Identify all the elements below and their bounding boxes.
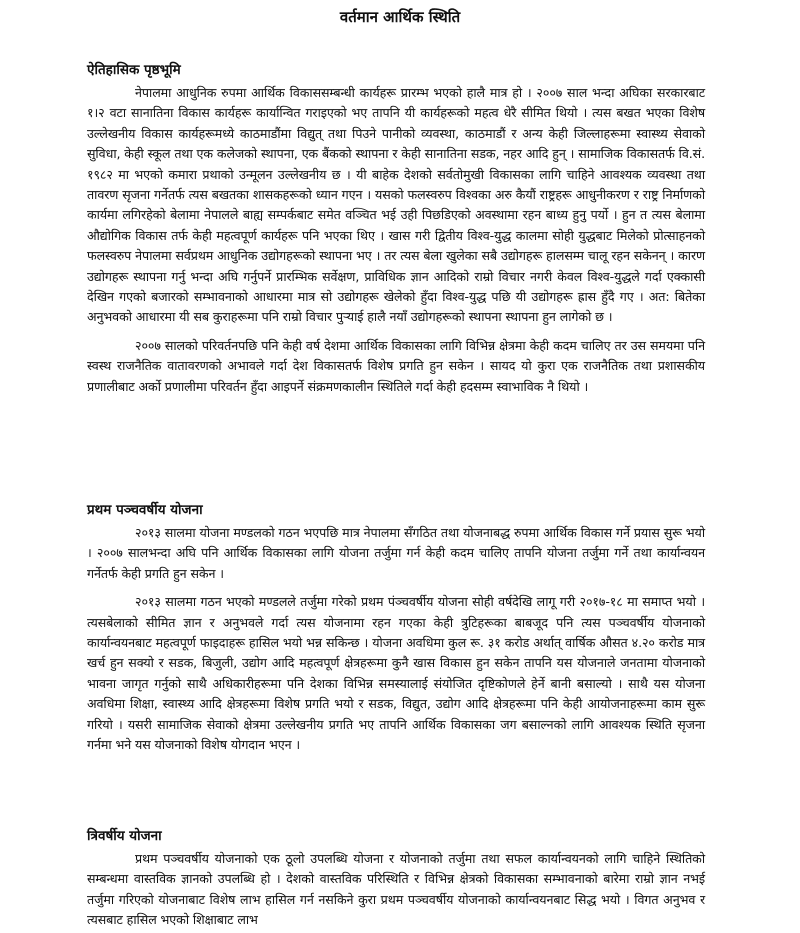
section-heading: प्रथम पञ्चवर्षीय योजना <box>87 502 203 518</box>
paragraph: २००७ सालको परिवर्तनपछि पनि केही वर्ष देशमा आर्थिक विकासका लागि विभिन्न क्षेत्रमा केही कदम चालिए तर उस समयमा पनि स्वस्थ राजनैतिक वातावरणको अभावले गर्दा देश विकासतर्फ विशेष प्रगति हुन सकेन । सायद यो कुरा एक राजनैतिक तथा प्रशासकीय प्रणालीबाट अर्को प्रणालीमा परिवर्तन हुँदा आइपर्ने संक्रमणकालीन स्थितिले गर्दा केही हदसम्म स्वाभाविक नै थियो । <box>87 337 705 394</box>
paragraph: प्रथम पञ्चवर्षीय योजनाको एक ठूलो उपलब्धि योजना र योजनाको तर्जुमा तथा सफल कार्यान्वयनको लागि चाहिने स्थितिको सम्बन्धमा वास्तविक ज्ञानको उपलब्धि हो । देशको वास्तविक परिस्थिति र विभिन्न क्षेत्रको विकासका सम्भावनाको बारेमा राम्रो ज्ञान नभई तर्जुमा गरिएको योजनाबाट विशेष लाभ हासिल गर्न नसकिने कुरा प्रथम पञ्चवर्षीय योजनाको कार्यान्वयनबाट सिद्ध भयो । विगत अनुभव र त्यसबाट हासिल भएको शिक्षाबाट लाभ <box>87 851 705 928</box>
paragraph: २०१३ सालमा योजना मण्डलको गठन भएपछि मात्र नेपालमा सँगठित तथा योजनाबद्ध रुपमा आर्थिक विकास गर्ने प्रयास सुरू भयो । २००७ सालभन्दा अघि पनि आर्थिक विकासका लागि योजना तर्जुमा गर्न केही कदम चालिए तापनि योजना तर्जुमा गर्ने तथा कार्यान्वयन गर्नेतर्फ केही प्रगति हुन सकेन । <box>87 525 705 581</box>
paragraph: नेपालमा आधुनिक रुपमा आर्थिक विकाससम्बन्धी कार्यहरू प्रारम्भ भएको हालै मात्र हो । २००७ साल भन्दा अघिका सरकारबाट १।२ वटा सानातिना विकास कार्यहरू कार्यान्वित गराइएको भए तापनि यी कार्यहरूको महत्व धेरै सीमित थियो । त्यस बखत भएका विशेष उल्लेखनीय विकास कार्यहरूमध्ये काठमाडौंमा विद्युत् तथा पिउने पानीको व्यवस्था, काठमाडौं र अन्य केही जिल्लाहरूमा स्वास्थ्य सेवाको सुविधा, केही स्कूल तथा एक कलेजको स्थापना, एक बैंकको स्थापना र केही सानातिना सडक, नहर आदि हुन् । सामाजिक विकासतर्फ वि.सं. १९८२ मा भएको कमारा प्रथाको उन्मूलन उल्लेखनीय छ । यी बाहेक देशको सर्वतोमुखी विकासका लागि चाहिने आवश्यक व्यवस्था तथा तावरण सृजना गर्नेतर्फ त्यस बखतका शासकहरूको ध्यान गएन । यसको फलस्वरुप विश्वका अरु कैयौं राष्ट्रहरू आधुनीकरण र राष्ट्र निर्माणको कार्यमा लगिरहेको बेलामा नेपालले बाह्य सम्पर्कबाट समेत वञ्चित भई उही पिछडिएको अवस्थामा रहन बाध्य हुनु पर्यो । हुन त त्यस बेलामा औद्योगिक विकास तर्फ केही महत्वपूर्ण कार्यहरू पनि भएका थिए । खास गरी द्वितीय विश्व-युद्ध कालमा सोही युद्धबाट मिलेको प्रोत्साहनको फलस्वरुप नेपालमा सर्वप्रथम आधुनिक उद्योगहरूको स्थापना भए । तर त्यस बेला खुलेका सबै उद्योगहरू हालसम्म चालू रहन सकेनन् । कारण उद्योगहरू स्थापना गर्नु भन्दा अघि गर्नुपर्ने प्रारम्भिक सर्वेक्षण, प्राविधिक ज्ञान आदिको राम्रो विचार नगरी केवल विश्व-युद्धले गर्दा एक्कासी देखिन गएको बजारको सम्भावनाको आधारमा मात्र सो उद्योगहरू खेलेको हुँदा विश्व-युद्ध पछि यी उद्योगहरू ह्रास हुँदै गए । अत: बितेका अनुभवको आधारमा यी सब कुराहरूमा पनि राम्रो विचार पुऱ्याई हालै नयाँ उद्योगहरूको स्थापना स्थापना हुन लागेको छ । <box>87 85 705 325</box>
paragraph: २०१३ सालमा गठन भएको मण्डलले तर्जुमा गरेको प्रथम पंञ्चवर्षीय योजना सोही वर्षदेखि लागू गरी २०१७-१८ मा समाप्त भयो । त्यसबेलाको सीमित ज्ञान र अनुभवले गर्दा त्यस योजनामा रहन गएका केही त्रुटिहरूका बाबजूद पनि त्यस पञ्चवर्षीय योजनाको कार्यान्वयनबाट महत्वपूर्ण फाइदाहरू हासिल भयो भन्न सकिन्छ । योजना अवधिमा कुल रू. ३१ करोड अर्थात् वार्षिक औसत ४.२० करोड मात्र खर्च हुन सक्यो र सडक, बिजुली, उद्योग आदि महत्वपूर्ण क्षेत्रहरूमा कुनै खास विकास हुन सकेन तापनि यस योजनाले जनतामा योजनाको भावना जागृत गर्नुको साथै अधिकारीहरूमा पनि देशका विभिन्न समस्यालाई संयोजित दृष्टिकोणले हेर्ने बानी बसाल्यो । साथै यस योजना अवधिमा शिक्षा, स्वास्थ्य आदि क्षेत्रहरूमा विशेष प्रगति भयो र सडक, विद्युत, उद्योग आदि क्षेत्रहरूमा पनि केही आयोजनाहरूमा काम सुरू गरियो । यसरी सामाजिक सेवाको क्षेत्रमा उल्लेखनीय प्रगति भए तापनि आर्थिक विकासका जग बसाल्नको लागि आवश्यक स्थिति सृजना गर्नमा भने यस योजनाको विशेष योगदान भएन । <box>87 594 705 753</box>
section-historical-background <box>87 60 705 405</box>
section-first-five-year-plan <box>87 500 705 763</box>
section-heading: ऐतिहासिक पृष्ठभूमि <box>87 62 181 78</box>
section-heading: त्रिवर्षीय योजना <box>87 828 162 844</box>
page-title: वर्तमान आर्थिक स्थिति <box>339 8 461 26</box>
section-three-year-plan <box>87 826 705 933</box>
